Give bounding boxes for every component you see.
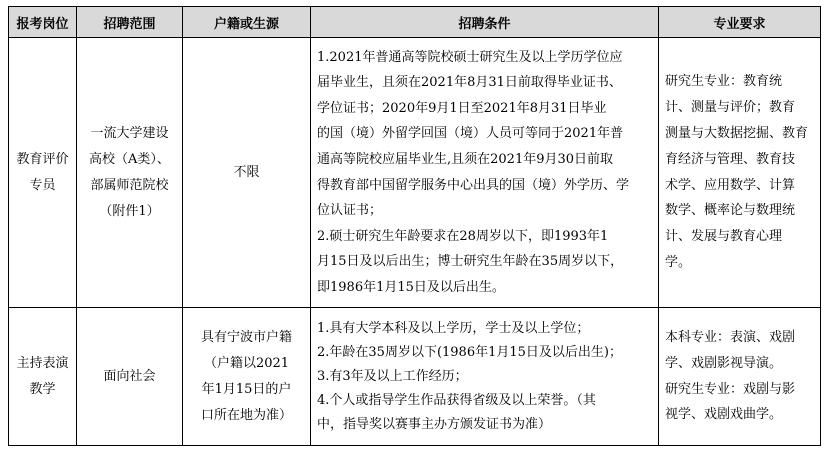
- table-row: [9, 38, 821, 308]
- major-cell: 本科专业：表演、戏剧 学、戏剧影视导演。 研究生专业：戏剧与影 视学、戏剧戏曲学。: [659, 308, 821, 446]
- header-household: 户籍或生源: [183, 7, 311, 38]
- position-cell: 主持表演 教学: [9, 308, 77, 446]
- header-conditions: 招聘条件: [311, 7, 659, 38]
- table-row: [9, 308, 821, 446]
- scope-cell: 面向社会: [77, 308, 183, 446]
- header-scope: 招聘范围: [77, 7, 183, 38]
- household-cell: 不限: [183, 38, 311, 308]
- major-cell: 研究生专业：教育统 计、测量与评价；教育 测量与大数据挖掘、教育 育经济与管理、教育技 术学、应用数学、计算 数学、概率论与数理统 计、发展与教育心理 学。: [659, 38, 821, 308]
- header-position: 报考岗位: [9, 7, 77, 38]
- scope-cell: 一流大学建设 高校（A类）、 部属师范院校 （附件1）: [77, 38, 183, 308]
- household-cell: 具有宁波市户籍 （户籍以2021 年1月15日的户 口所在地为准）: [183, 308, 311, 446]
- header-row: [9, 7, 821, 38]
- position-cell: 教育评价 专员: [9, 38, 77, 308]
- conditions-cell: 1.具有大学本科及以上学历，学士及以上学位； 2.年龄在35周岁以下(1986年1月15日及以后出生)； 3.有3年及以上工作经历； 4.个人或指导学生作品获得省级及以上荣誉。（其 中，指导奖以赛事主办方颁发证书为准）: [311, 308, 659, 446]
- conditions-cell: 1.2021年普通高等院校硕士研究生及以上学历学位应 届毕业生，且须在2021年8月31日前取得毕业证书、 学位证书；2020年9月1日至2021年8月31日毕业 的国（境）外留学回国（境）人员可等同于2021年普 通高等院校应届毕业生,且须在2021年9月30日前取 得教育部中国留学服务中心出具的国（境）外学历、学 位认证书； 2.硕士研究生年龄要求在28周岁以下，即1993年1 月15日及以后出生；博士研究生年龄在35周岁以下， 即1986年1月15日及以后出生。: [311, 38, 659, 308]
- header-major: 专业要求: [659, 7, 821, 38]
- recruitment-table: [8, 6, 821, 446]
